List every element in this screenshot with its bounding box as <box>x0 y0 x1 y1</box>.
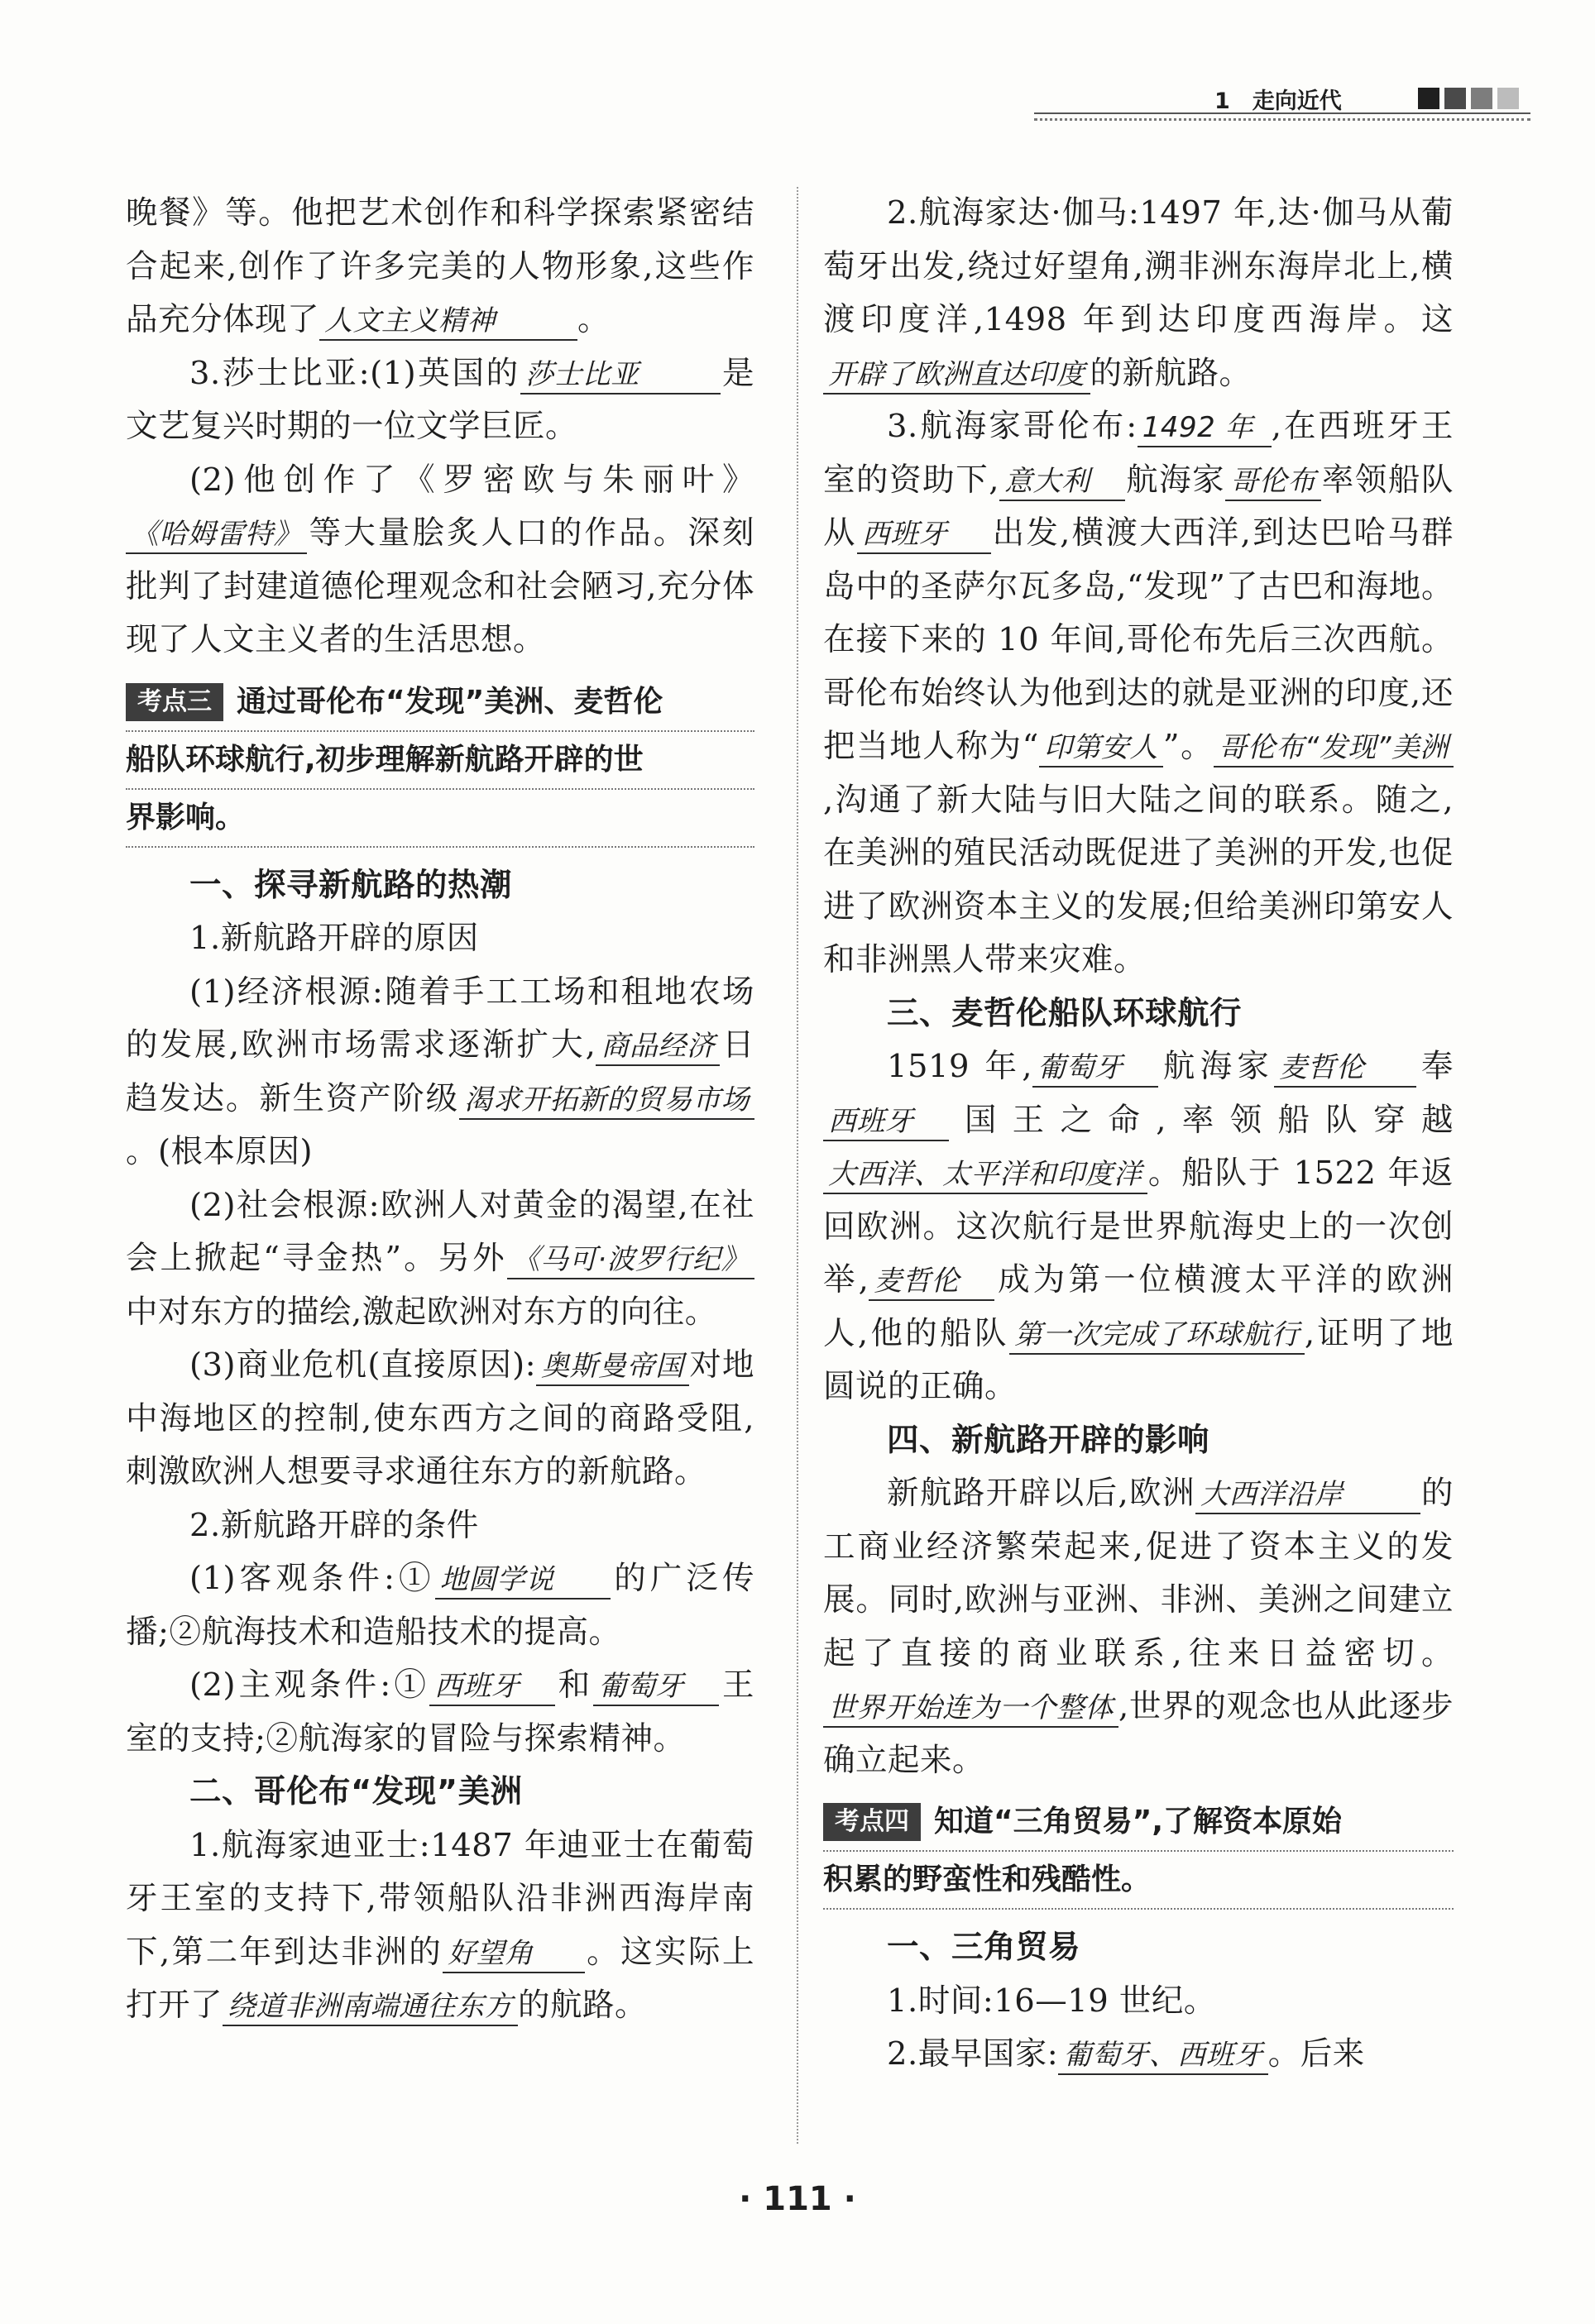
answer-blank: 人文主义精神 <box>319 303 577 341</box>
answer-blank: 莎士比亚 <box>520 356 721 395</box>
header-square <box>1497 88 1519 109</box>
header-square <box>1471 88 1492 109</box>
answer-blank: 葡萄牙、西班牙 <box>1058 2037 1268 2075</box>
running-header <box>1034 79 1530 121</box>
answer-blank: 奥斯曼帝国 <box>536 1348 689 1386</box>
answer-blank: 西班牙 <box>857 516 991 554</box>
right-column <box>823 187 1454 2082</box>
header-rule <box>1034 112 1530 114</box>
answer-blank: 印第安人 <box>1039 729 1163 767</box>
section-heading: 二、哥伦布“发现”美洲 <box>189 1773 523 1810</box>
paragraph: (1)客观条件:① 地圆学说 的广泛传播;②航海技术和造船技术的提高。 <box>126 1560 754 1651</box>
answer-blank: 麦哲伦 <box>1274 1050 1416 1088</box>
paragraph: 3.莎士比亚:(1)英国的 莎士比亚 是文艺复兴时期的一位文学巨匠。 <box>126 354 754 445</box>
section-heading: 三、麦哲伦船队环球航行 <box>887 994 1243 1032</box>
answer-blank: 葡萄牙 <box>1032 1050 1158 1088</box>
answer-blank: 《马可·波罗行纪》 <box>507 1241 754 1279</box>
answer-blank: 西班牙 <box>429 1668 555 1706</box>
paragraph: 2.最早国家: 葡萄牙、西班牙 。后来 <box>823 2028 1454 2082</box>
header-squares <box>1418 88 1519 109</box>
paragraph: 新航路开辟以后,欧洲 大西洋沿岸 的工商业经济繁荣起来,促进了资本主义的发展。同时,欧洲与亚洲、非洲、美洲之间建立起了直接的商业联系,往来日益密切。世界开始连为一个整体 ,世界的观念也从此逐步确立起来。 <box>823 1475 1454 1779</box>
key-point-text: 积累的野蛮性和残酷性。 <box>823 1852 1454 1910</box>
key-point-badge: 考点三 <box>126 683 223 721</box>
section-heading: 四、新航路开辟的影响 <box>887 1421 1210 1459</box>
answer-blank: 世界开始连为一个整体 <box>823 1690 1118 1728</box>
answer-blank: 好望角 <box>443 1935 585 1973</box>
header-square <box>1418 88 1439 109</box>
answer-blank: 《哈姆雷特》 <box>126 516 307 554</box>
key-point-four <box>823 1794 1454 1910</box>
paragraph: 1.时间:16—19 世纪。 <box>887 1982 1216 2020</box>
key-point-badge: 考点四 <box>823 1803 921 1841</box>
answer-blank: 大西洋沿岸 <box>1195 1476 1420 1514</box>
subheading: 1.新航路开辟的原因 <box>189 920 479 957</box>
answer-blank: 商品经济 <box>596 1028 720 1066</box>
paragraph: (2)他创作了《罗密欧与朱丽叶》《哈姆雷特》 等大量脍炙人口的作品。深刻批判了封建道德伦理观念和社会陋习,充分体现了人文主义者的生活思想。 <box>126 461 754 658</box>
answer-blank: 哥伦布“发现”美洲 <box>1214 729 1454 767</box>
answer-blank: 麦哲伦 <box>869 1263 994 1301</box>
paragraph: (1)经济根源:随着手工工场和租地农场的发展,欧洲市场需求逐渐扩大, 商品经济 日趋发达。新生资产阶级 渴求开拓新的贸易市场。(根本原因) <box>126 973 754 1170</box>
answer-blank: 渴求开拓新的贸易市场 <box>459 1082 754 1120</box>
paragraph: 2.航海家达·伽马:1497 年,达·伽马从葡萄牙出发,绕过好望角,溯非洲东海岸北上,横渡印度洋,1498 年到达印度西海岸。这开辟了欧洲直达印度 的新航路。 <box>823 187 1454 400</box>
key-point-three <box>126 674 754 848</box>
answer-blank: 绕道非洲南端通往东方 <box>223 1988 518 2026</box>
answer-blank: 开辟了欧洲直达印度 <box>823 356 1090 395</box>
answer-blank: 意大利 <box>999 463 1125 501</box>
paragraph: 1.航海家迪亚士:1487 年迪亚士在葡萄牙王室的支持下,带领船队沿非洲西海岸南下,第二年到达非洲的 好望角 。这实际上打开了 绕道非洲南端通往东方 的航路。 <box>126 1820 754 2033</box>
section-heading: 一、三角贸易 <box>887 1929 1081 1966</box>
paragraph: 1519 年, 葡萄牙 航海家 麦哲伦 奉西班牙 国王之命,率领船队穿越大西洋、太平洋和印度洋 。船队于 1522 年返回欧洲。这次航行是世界航海史上的一次创举, 麦哲伦 成为第一位横渡太平洋的欧洲人,他的船队 第一次完成了环球航行 ,证明了地圆说的正确。 <box>823 1048 1454 1405</box>
section-heading: 一、探寻新航路的热潮 <box>189 866 513 904</box>
paragraph: (2)主观条件:① 西班牙 和 葡萄牙 王室的支持;②航海家的冒险与探索精神。 <box>126 1666 754 1757</box>
answer-blank: 哥伦布 <box>1225 463 1321 501</box>
answer-blank: 西班牙 <box>823 1103 949 1141</box>
paragraph: 3.航海家哥伦布: 1492 年 ,在西班牙王室的资助下, 意大利 航海家 哥伦布 率领船队从 西班牙 出发,横渡大西洋,到达巴哈马群岛中的圣萨尔瓦多岛,“发现”了古巴和海地。在接下来的 10 年间,哥伦布先后三次西航。哥伦布始终认为他到达的就是亚洲的印度,还把当地人称为“ 印第安人 ”。 哥伦布“发现”美洲,沟通了新大陆与旧大陆之间的联系。随之,在美洲的殖民活动既促进了美洲的开发,也促进了欧洲资本主义的发展;但给美洲印第安人和非洲黑人带来灾难。 <box>823 408 1454 978</box>
key-point-text: 通过哥伦布“发现”美洲、麦哲伦 <box>237 684 663 719</box>
left-column <box>126 187 754 2033</box>
page-number: · 111 · <box>739 2180 856 2218</box>
key-point-text: 知道“三角贸易”,了解资本原始 <box>934 1805 1342 1839</box>
subheading: 2.新航路开辟的条件 <box>189 1506 479 1544</box>
paragraph: 晚餐》等。他把艺术创作和科学探索紧密结合起来,创作了许多完美的人物形象,这些作品充分体现了 人文主义精神 。 <box>126 187 754 347</box>
header-dotted-rule <box>1034 118 1530 121</box>
answer-blank: 葡萄牙 <box>593 1668 719 1706</box>
chapter-title: 1 走向近代 <box>1214 88 1342 114</box>
key-point-text: 界影响。 <box>126 790 754 848</box>
column-divider <box>797 187 798 2144</box>
paragraph: (2)社会根源:欧洲人对黄金的渴望,在社会上掀起“寻金热”。另外 《马可·波罗行纪》中对东方的描绘,激起欧洲对东方的向往。 <box>126 1186 754 1331</box>
answer-blank: 大西洋、太平洋和印度洋 <box>823 1156 1147 1194</box>
answer-blank: 1492 年 <box>1138 409 1272 447</box>
paragraph: (3)商业危机(直接原因): 奥斯曼帝国 对地中海地区的控制,使东西方之间的商路受阻,刺激欧洲人想要寻求通往东方的新航路。 <box>126 1346 754 1490</box>
answer-blank: 地圆学说 <box>435 1561 611 1600</box>
key-point-text: 船队环球航行,初步理解新航路开辟的世 <box>126 732 754 790</box>
answer-blank: 第一次完成了环球航行 <box>1009 1317 1305 1355</box>
header-square <box>1444 88 1466 109</box>
